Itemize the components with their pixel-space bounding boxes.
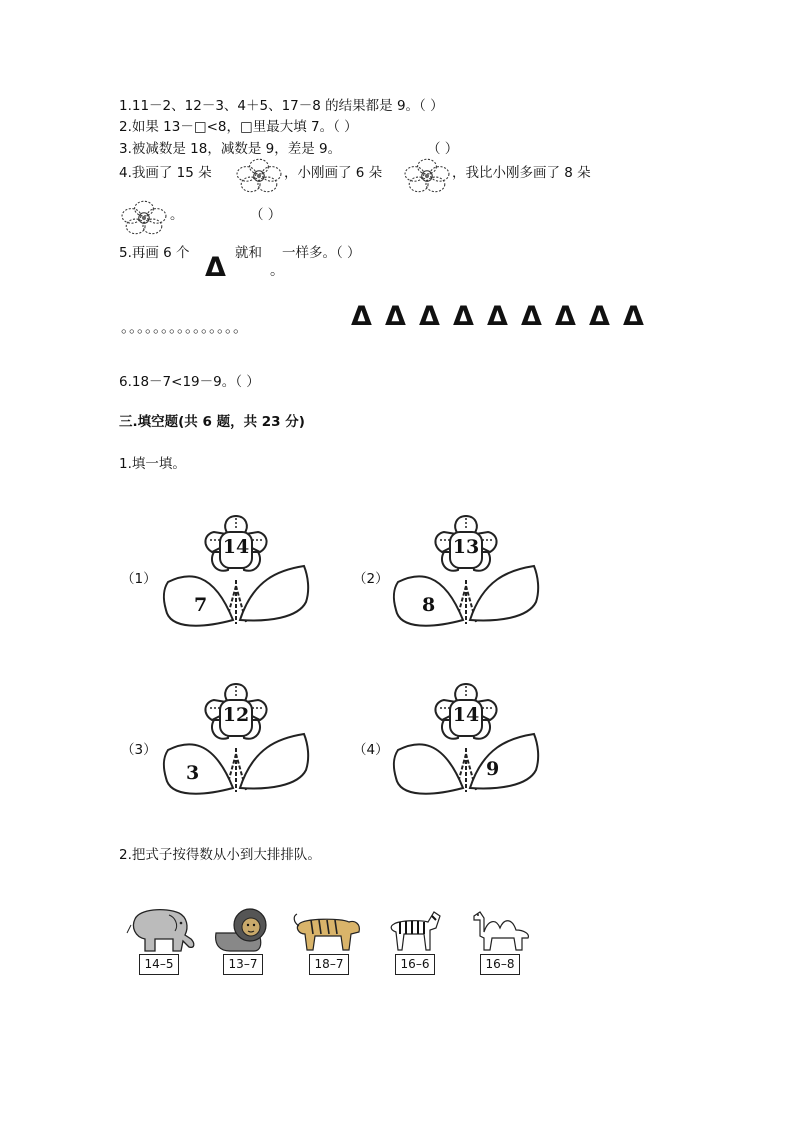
judge-question-3: 3.被减数是 18，减数是 9，差是 9。 bbox=[119, 141, 342, 157]
flower-leaf-number: 7 bbox=[194, 594, 208, 616]
judge-question-4-part-b: ，小刚画了 6 朵 bbox=[284, 165, 383, 181]
triangle-shape: Δ bbox=[419, 301, 440, 332]
tiger-icon bbox=[291, 910, 365, 952]
flower-top-number: 14 bbox=[452, 704, 480, 726]
flower-top-number: 14 bbox=[222, 536, 250, 558]
lion-icon bbox=[210, 905, 270, 953]
triangle-shape: Δ bbox=[385, 301, 406, 332]
flower-drawing bbox=[158, 678, 314, 806]
flower-diagram bbox=[158, 678, 314, 806]
expression-box: 16–6 bbox=[395, 954, 435, 975]
judge-question-4-part-a: 4.我画了 15 朵 bbox=[119, 165, 212, 181]
judge-question-5-part-a: 5.再画 6 个 bbox=[119, 245, 190, 261]
flower-drawing bbox=[388, 678, 544, 806]
question-2-title: 2.把式子按得数从小到大排排队。 bbox=[119, 847, 321, 863]
expression-box: 18–7 bbox=[309, 954, 349, 975]
triangle-shape: Δ bbox=[453, 301, 474, 332]
judge-question-1: 1.11－2、12－3、4＋5、17－8 的结果都是 9。（ ） bbox=[119, 98, 444, 114]
flower-leaf-number: 8 bbox=[422, 594, 436, 616]
flower-label: （3） bbox=[121, 742, 157, 758]
judge-question-3-paren: （ ） bbox=[427, 141, 459, 157]
triangle-shape: Δ bbox=[487, 301, 508, 332]
flower-top-number: 13 bbox=[452, 536, 480, 558]
elephant-icon bbox=[125, 905, 199, 953]
expression-box: 13–7 bbox=[223, 954, 263, 975]
flower-diagram bbox=[388, 678, 544, 806]
flower-diagram bbox=[388, 510, 544, 638]
judge-question-4-paren: （ ） bbox=[250, 207, 282, 223]
circle-row: 。。。。。。。。。。。。。。。 bbox=[121, 318, 249, 336]
triangle-shape: Δ bbox=[623, 301, 644, 332]
flower-diagram bbox=[158, 510, 314, 638]
judge-question-5-part-b: 就和 bbox=[235, 245, 262, 261]
triangle-shape: Δ bbox=[555, 301, 576, 332]
judge-question-4-period: 。 bbox=[170, 207, 184, 223]
expression-box: 14–5 bbox=[139, 954, 179, 975]
flower-top-number: 12 bbox=[222, 704, 250, 726]
triangle-shape: Δ bbox=[589, 301, 610, 332]
flower-label: （1） bbox=[121, 571, 157, 587]
flower-label: （4） bbox=[353, 742, 389, 758]
flower-drawing bbox=[388, 510, 544, 638]
expression-box: 16–8 bbox=[480, 954, 520, 975]
flower-label: （2） bbox=[353, 571, 389, 587]
flower-leaf-number: 3 bbox=[186, 762, 200, 784]
camel-icon bbox=[466, 908, 536, 952]
judge-question-4-part-c: ，我比小刚多画了 8 朵 bbox=[452, 165, 591, 181]
section-title: 三.填空题(共 6 题，共 23 分) bbox=[119, 414, 305, 430]
flower-icon bbox=[404, 158, 450, 194]
triangle-shape: Δ bbox=[205, 252, 226, 283]
zebra-icon bbox=[384, 910, 444, 952]
triangle-shape: Δ bbox=[521, 301, 542, 332]
flower-icon bbox=[121, 200, 167, 236]
flower-leaf-number: 9 bbox=[486, 758, 500, 780]
flower-drawing bbox=[158, 510, 314, 638]
triangle-shape: Δ bbox=[351, 301, 372, 332]
circle-shape: 。 bbox=[270, 263, 284, 279]
judge-question-5-part-c: 一样多。（ ） bbox=[282, 245, 361, 261]
flower-icon bbox=[236, 158, 282, 194]
judge-question-6: 6.18－7<19－9。（ ） bbox=[119, 374, 260, 390]
question-1-title: 1.填一填。 bbox=[119, 456, 186, 472]
judge-question-2: 2.如果 13－□<8，□里最大填 7。（ ） bbox=[119, 119, 358, 135]
